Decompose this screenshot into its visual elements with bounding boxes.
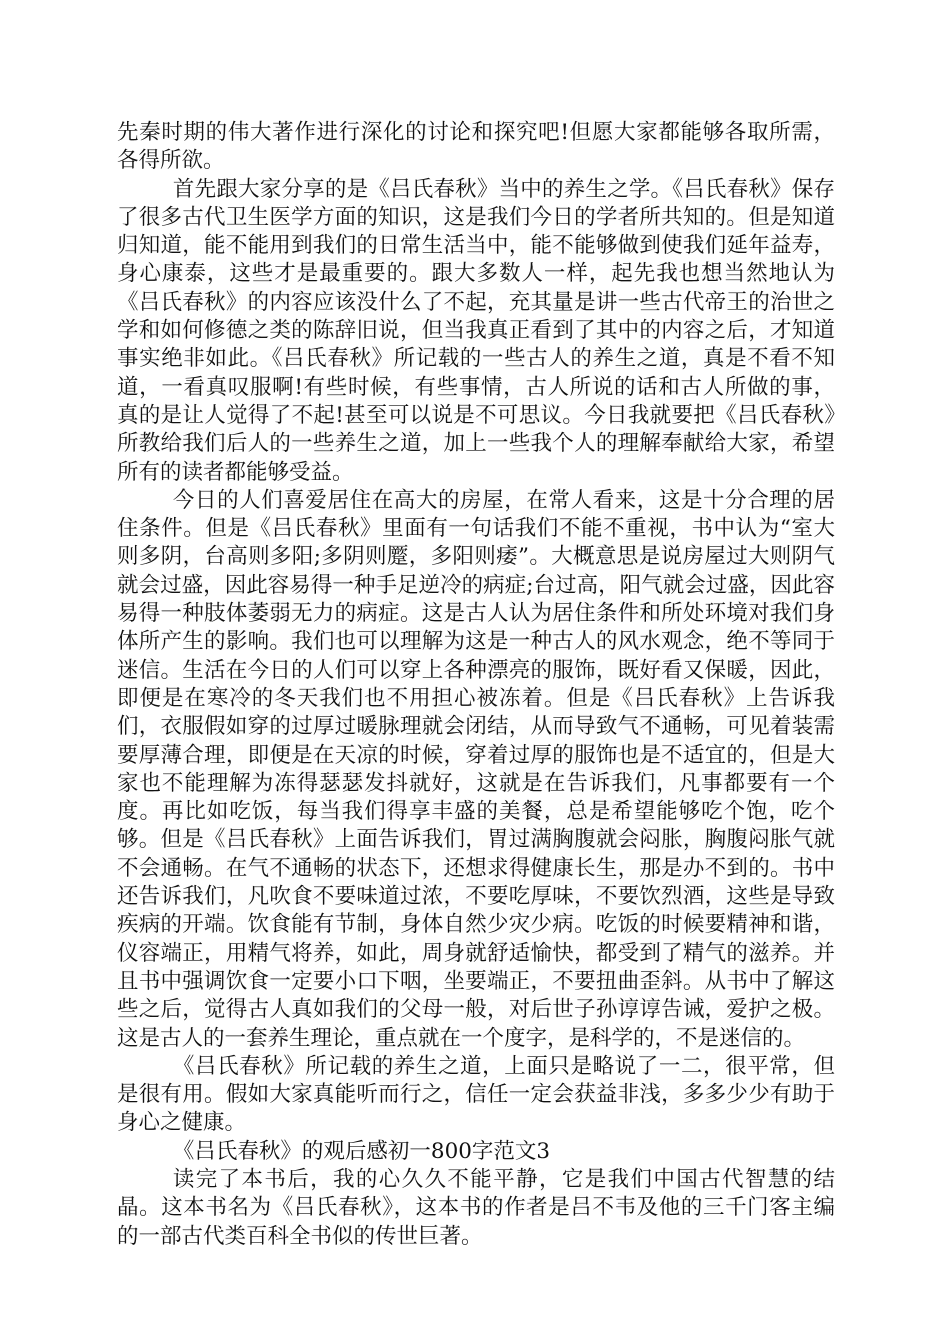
paragraph-continuation: 先秦时期的伟大著作进行深化的讨论和探究吧!但愿大家都能够各取所需，各得所欲。	[117, 120, 835, 174]
essay-title: 《吕氏春秋》的观后感初一800字范文3	[172, 1138, 551, 1164]
paragraph-health-intro: 首先跟大家分享的是《吕氏春秋》当中的养生之学。《吕氏春秋》保存了很多古代卫生医学方面的知识，这是我们今日的学者所共知的。但是知道归知道，能不能用到我们的日常生活当中，能不能够做到使我们延年益寿，身心康泰，这些才是最重要的。跟大多数人一样，起先我也想当然地认为《吕氏春秋》的内容应该没什么了不起，充其量是讲一些古代帝王的治世之学和如何修德之类的陈辞旧说，但当我真正看到了其中的内容之后，才知道事实绝非如此。《吕氏春秋》所记载的一些古人的养生之道，真是不看不知道，一看真叹服啊!有些时候，有些事情，古人所说的话和古人所做的事，真的是让人觉得了不起!甚至可以说是不可思议。今日我就要把《吕氏春秋》所教给我们后人的一些养生之道，加上一些我个人的理解奉献给大家，希望所有的读者都能够受益。	[117, 176, 835, 485]
paragraph-living-conditions: 今日的人们喜爱居住在高大的房屋，在常人看来，这是十分合理的居住条件。但是《吕氏春秋》里面有一句话我们不能不重视，书中认为“室大则多阴，台高则多阳;多阴则蹷，多阳则痿”。大概意思是说房屋过大则阴气就会过盛，因此容易得一种手足逆冷的病症;台过高，阳气就会过盛，因此容易得一种肢体萎弱无力的病症。这是古人认为居住条件和所处环境对我们身体所产生的影响。我们也可以理解为这是一种古人的风水观念，绝不等同于迷信。生活在今日的人们可以穿上各种漂亮的服饰，既好看又保暖，因此，即便是在寒冷的冬天我们也不用担心被冻着。但是《吕氏春秋》上告诉我们，衣服假如穿的过厚过暖脉理就会闭结，从而导致气不通畅，可见着装需要厚薄合理，即便是在天凉的时候，穿着过厚的服饰也是不适宜的，但是大家也不能理解为冻得瑟瑟发抖就好，这就是在告诉我们，凡事都要有一个度。再比如吃饭，每当我们得享丰盛的美餐，总是希望能够吃个饱，吃个够。但是《吕氏春秋》上面告诉我们，胃过满胸腹就会闷胀，胸腹闷胀气就不会通畅。在气不通畅的状态下，还想求得健康长生，那是办不到的。书中还告诉我们，凡吹食不要味道过浓，不要吃厚味，不要饮烈酒，这些是导致疾病的开端。饮食能有节制，身体自然少灾少病。吃饭的时候要精神和谐，仪容端正，用精气将养，如此，周身就舒适愉快，都受到了精气的滋养。并且书中强调饮食一定要小口下咽，坐要端正，不要扭曲歪斜。从书中了解这些之后，觉得古人真如我们的父母一般，对后世子孙谆谆告诫，爱护之极。这是古人的一套养生理论，重点就在一个度字，是科学的，不是迷信的。	[117, 487, 835, 1051]
paragraph-summary: 《吕氏春秋》所记载的养生之道，上面只是略说了一二，很平常，但是很有用。假如大家真能听而行之，信任一定会获益非浅，多多少少有助于身心之健康。	[117, 1053, 835, 1136]
paragraph-essay-opening: 读完了本书后，我的心久久不能平静，它是我们中国古代智慧的结晶。这本书名为《吕氏春秋》，这本书的作者是吕不韦及他的三千门客主编的一部古代类百科全书似的传世巨著。	[117, 1166, 835, 1249]
document-body	[117, 119, 835, 1251]
